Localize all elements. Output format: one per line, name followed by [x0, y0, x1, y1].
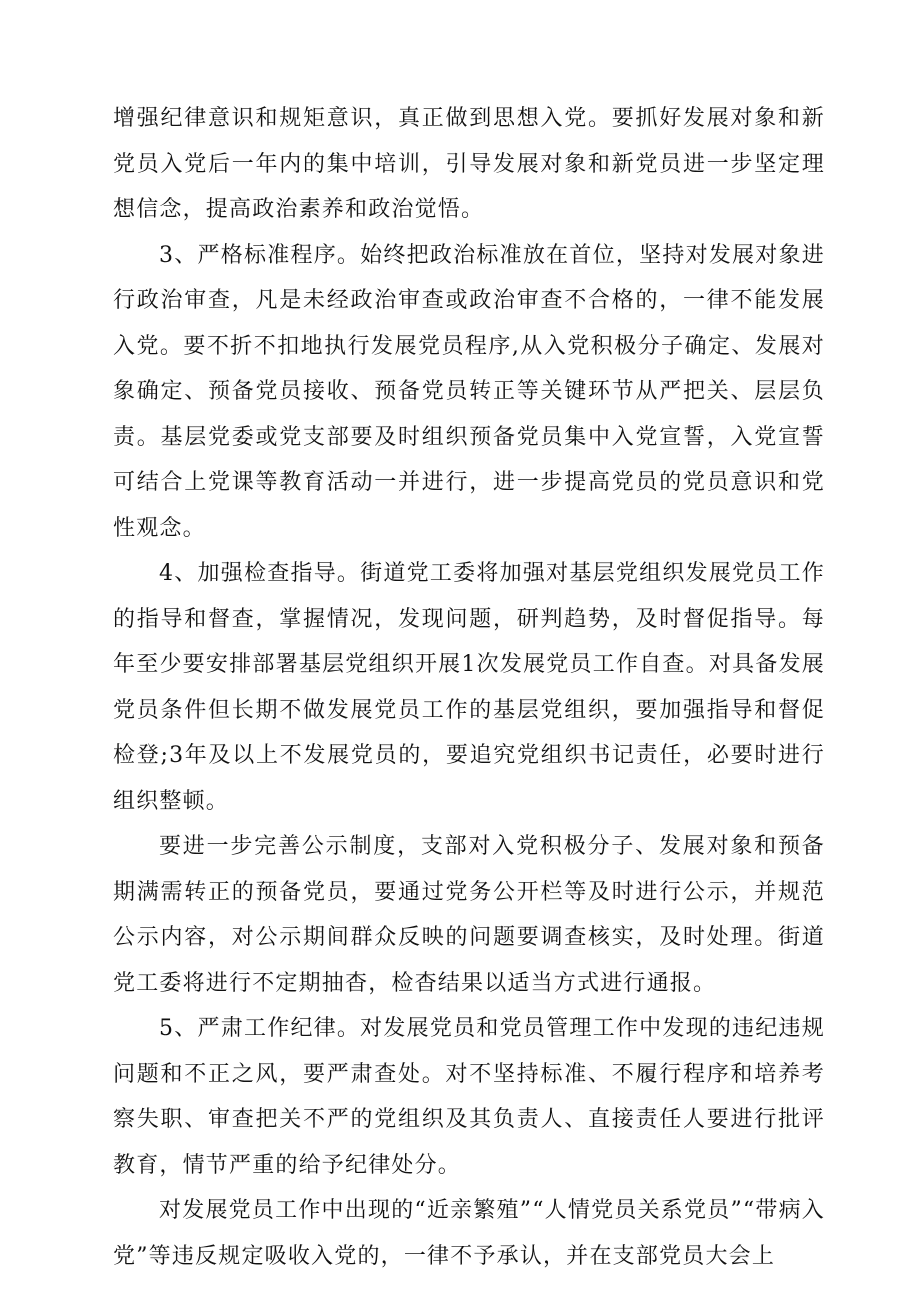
paragraph-strict-standards: 3、严格标准程序。始终把政治标准放在首位，坚持对发展对象进行政治审查，凡是未经政治审查或政治审查不合格的，一律不能发展入党。要不折不扣地执行发展党员程序,从入党积极分子确定、发展对象确定、预备党员接收、预备党员转正等关键环节从严把关、层层负责。基层党委或党支部要及时组织预备党员集中入党宣誓，入党宣誓可结合上党课等教育活动一并进行，进一步提高党员的党员意识和党性观念。 [113, 242, 825, 541]
paragraph-publicity-system: 要进一步完善公示制度，支部对入党积极分子、发展对象和预备期满需转正的预备党员，要通过党务公开栏等及时进行公示，并规范公示内容，对公示期间群众反映的问题要调查核实，及时处理。街道党工委将进行不定期抽杳，检杳结果以适当方式进行通报。 [113, 834, 825, 996]
paragraph-work-discipline: 5、严肃工作纪律。对发展党员和党员管理工作中发现的违纪违规问题和不正之风，要严肃查处。对不坚持标准、不履行程序和培养考察失职、审查把关不严的党组织及其负责人、直接责任人要进行批评教育，情节严重的给予纪律处分。 [113, 1016, 825, 1178]
paragraph-violations: 对发展党员工作中出现的“近亲繁殖”“人情党员关系党员”“带病入党”等违反规定吸收入党的，一律不予承认，并在支部党员大会上 [113, 1198, 825, 1269]
paragraph-inspection-guidance: 4、加强检查指导。街道党工委将加强对基层党组织发展党员工作的指导和督查，掌握情况，发现问题，研判趋势，及时督促指导。每年至少要安排部署基层党组织开展1次发展党员工作自查。对具备发展党员条件但长期不做发展党员工作的基层党组织，要加强指导和督促检登;3年及以上不发展党员的，要追究党组织书记责任，必要时进行组织整顿。 [113, 561, 825, 814]
document-body [113, 96, 825, 1279]
paragraph-continuation: 增强纪律意识和规矩意识，真正做到思想入党。要抓好发展对象和新党员入党后一年内的集中培训，引导发展对象和新党员进一步坚定理想信念，提高政治素养和政治觉悟。 [113, 106, 825, 222]
